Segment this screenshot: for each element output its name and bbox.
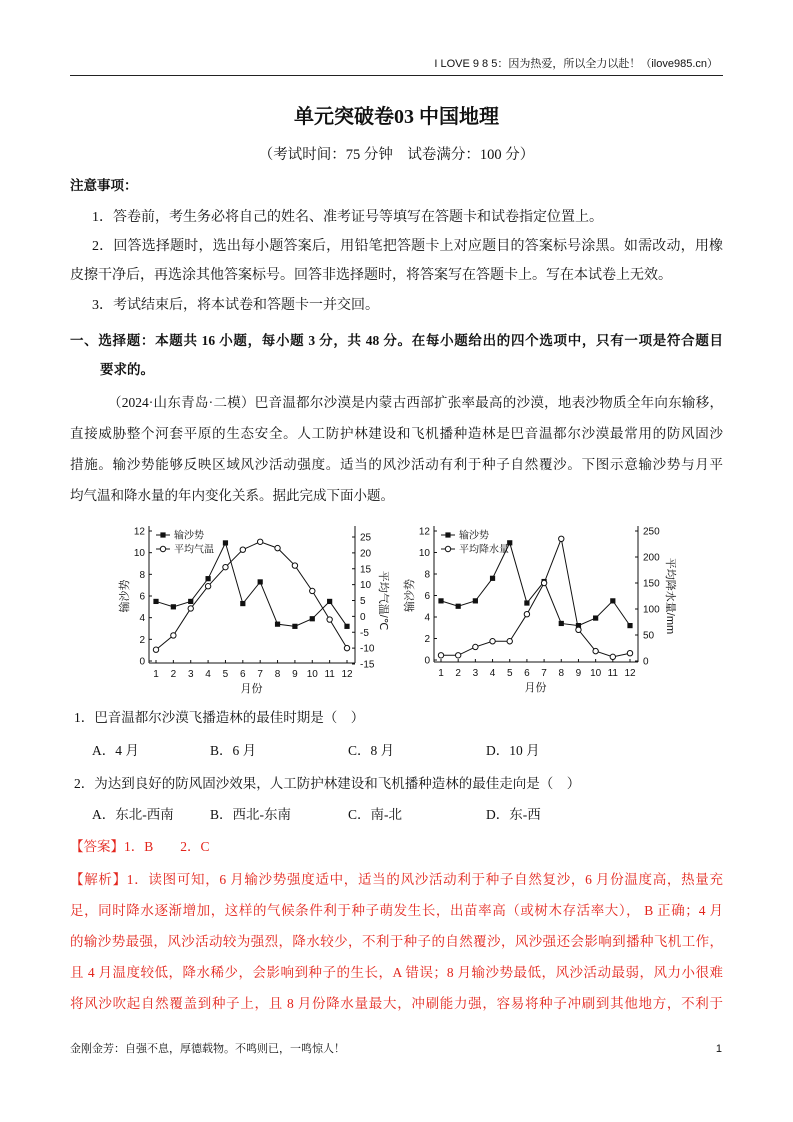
x-tick-label: 8	[558, 668, 565, 679]
y-axis-title-left: 输沙势	[404, 579, 416, 612]
x-tick-label: 4	[205, 669, 211, 680]
legend-circle-icon	[160, 546, 165, 551]
x-tick-label: 11	[607, 668, 619, 679]
passage-line-3: 措施。输沙势能够反映区域风沙活动强度。适当的风沙活动有利于种子自然覆沙。下图示意输沙势与月平	[70, 457, 723, 472]
y-tick-label-right: 5	[360, 596, 366, 607]
right-axis-point	[473, 644, 478, 649]
y-tick-label-right: 0	[643, 656, 649, 668]
sand-transport-point	[292, 624, 297, 629]
legend-square-icon	[160, 532, 165, 537]
analysis-line-5: 将风沙吹起自然覆盖到种子上，且 8 月份降水量最大，冲刷能力强，容易将种子冲刷到其他地方，不利于	[70, 996, 723, 1011]
x-tick-label: 1	[153, 669, 159, 680]
legend-square-icon	[445, 532, 450, 537]
y-tick-label-left: 12	[418, 526, 430, 538]
right-axis-point	[455, 653, 460, 658]
notice-item-3: 3．考试结束后，将本试卷和答题卡一并交回。	[92, 298, 379, 313]
y-tick-label-left: 8	[139, 569, 145, 581]
x-tick-label: 3	[472, 668, 479, 679]
y-tick-label-right: 0	[360, 611, 366, 623]
y-tick-label-right: 15	[360, 564, 372, 576]
sand-transport-temperature-chart	[110, 520, 395, 700]
exam-info: （考试时间：75 分钟 试卷满分：100 分）	[258, 147, 535, 163]
sand-transport-point	[188, 599, 193, 604]
passage-line-1: （2024·山东青岛·二模）巴音温都尔沙漠是内蒙古西部扩张率最高的沙漠，地表沙物质全年向东输移，	[108, 395, 723, 410]
y-tick-label-left: 2	[139, 634, 145, 646]
right-axis-point	[507, 639, 512, 644]
sand-transport-precipitation-chart	[398, 520, 683, 700]
x-tick-label: 12	[624, 668, 636, 679]
question-1-option-b: B．6 月	[210, 743, 257, 758]
x-tick-label: 1	[438, 668, 444, 679]
y-tick-label-right: -5	[360, 627, 369, 639]
question-1-stem: 1．巴音温都尔沙漠飞播造林的最佳时期是（ ）	[74, 710, 365, 725]
y-tick-label-left: 0	[139, 656, 145, 668]
y-tick-label-right: 200	[643, 552, 660, 564]
analysis-line-2: 足，同时降水逐渐增加，这样的气候条件利于种子萌发生长，出苗率高（或树木存活率大）， B 正确；4 月	[70, 903, 723, 918]
right-axis-point	[610, 654, 615, 659]
y-tick-label-left: 10	[133, 548, 145, 560]
right-axis-point	[240, 547, 245, 552]
legend-label-right-series: 平均降水量	[459, 544, 509, 556]
right-axis-point	[593, 648, 598, 653]
passage-line-4: 均气温和降水量的年内变化关系。据此完成下面小题。	[70, 488, 394, 503]
sand-transport-point	[153, 599, 158, 604]
right-axis-point	[292, 563, 297, 568]
y-tick-label-left: 0	[424, 655, 430, 667]
x-tick-label: 5	[506, 668, 513, 679]
question-2-option-a: A．东北-西南	[92, 807, 174, 822]
question-1-option-c: C．8 月	[348, 743, 395, 758]
notice-item-2-line-2: 皮擦干净后，再选涂其他答案标号。回答非选择题时，将答案写在答题卡上。写在本试卷上无效。	[70, 268, 672, 283]
x-tick-label: 6	[524, 668, 530, 679]
question-2-option-d: D．东-西	[486, 807, 541, 822]
sand-transport-point	[490, 576, 495, 581]
x-tick-label: 9	[292, 669, 298, 680]
x-tick-label: 11	[324, 669, 335, 680]
footer-motto: 金刚金芳：自强不息，厚德载物。不鸣则已，一鸣惊人！	[70, 1043, 345, 1055]
y-tick-label-right: 25	[360, 532, 372, 544]
right-axis-point	[275, 545, 280, 550]
sand-transport-point	[171, 604, 176, 609]
y-axis-title-right: 平均降水量/mm	[664, 557, 676, 635]
sand-transport-point	[593, 615, 598, 620]
sand-transport-point	[223, 540, 228, 545]
sand-transport-point	[610, 598, 615, 603]
sand-transport-point	[438, 598, 443, 603]
analysis-line-4: 且 4 月温度较低，降水稀少，会影响到种子的生长，A 错误；8 月输沙势最低，风沙活动最弱，风力小很难	[70, 965, 723, 980]
x-axis-title: 月份	[240, 683, 263, 695]
y-tick-label-right: 150	[643, 578, 660, 590]
y-axis-title-right: 平均气温/℃	[377, 570, 389, 631]
question-2-stem: 2．为达到良好的防风固沙效果，人工防护林建设和飞机播种造林的最佳走向是（ ）	[74, 776, 581, 791]
right-axis-point	[188, 606, 193, 611]
answer-line: 【答案】1．B 2．C	[70, 839, 210, 854]
sand-transport-point	[275, 622, 280, 627]
question-1-option-a: A．4 月	[92, 743, 139, 758]
x-tick-label: 10	[306, 669, 318, 680]
y-tick-label-right: 250	[643, 526, 660, 538]
legend-label-right-series: 平均气温	[174, 544, 214, 556]
right-axis-point	[490, 639, 495, 644]
x-tick-label: 7	[257, 669, 263, 680]
x-tick-label: 2	[170, 669, 177, 680]
right-axis-point	[627, 651, 632, 656]
right-axis-point	[327, 617, 332, 622]
y-tick-label-right: 100	[643, 604, 660, 616]
right-axis-point	[541, 580, 546, 585]
sand-transport-point	[310, 616, 315, 621]
right-axis-point	[223, 564, 228, 569]
y-axis-title-left: 输沙势	[119, 579, 131, 613]
question-2-option-b: B．西北-东南	[210, 807, 291, 822]
sand-transport-point	[327, 599, 332, 604]
y-tick-label-left: 6	[424, 591, 430, 602]
y-tick-label-right: -15	[360, 659, 375, 671]
y-tick-label-right: -10	[360, 643, 375, 655]
right-axis-point	[576, 627, 581, 632]
x-tick-label: 7	[541, 668, 547, 679]
notice-item-2-line-1: 2．回答选择题时，选出每小题答案后，用铅笔把答题卡上对应题目的答案标号涂黑。如需改动，用橡	[92, 239, 723, 254]
page-number: 1	[715, 1043, 722, 1055]
y-tick-label-left: 6	[139, 591, 145, 603]
legend-label-sand-transport: 输沙势	[459, 530, 489, 542]
x-tick-label: 12	[341, 669, 353, 680]
right-axis-point	[559, 536, 564, 541]
right-axis-point	[310, 588, 315, 593]
right-axis-point	[344, 645, 349, 650]
question-2-option-c: C．南-北	[348, 807, 402, 822]
series-line-right-axis	[156, 542, 347, 650]
notice-item-1: 1．答卷前，考生务必将自己的姓名、准考证号等填写在答题卡和试卷指定位置上。	[92, 210, 603, 225]
x-tick-label: 8	[274, 669, 281, 680]
section-heading-line-2: 要求的。	[100, 362, 154, 377]
y-tick-label-left: 12	[133, 526, 145, 538]
sand-transport-point	[473, 598, 478, 603]
right-axis-point	[438, 653, 443, 658]
right-axis-point	[153, 647, 158, 652]
y-tick-label-right: 10	[360, 580, 372, 592]
legend-label-sand-transport: 输沙势	[174, 530, 204, 542]
sand-transport-point	[524, 600, 529, 605]
question-1-option-d: D．10 月	[486, 743, 540, 758]
header-slogan: I LOVE 9 8 5：因为热爱，所以全力以赴！（ilove985.cn）	[434, 58, 718, 70]
legend-circle-icon	[445, 546, 450, 551]
right-axis-point	[257, 539, 262, 544]
analysis-line-1: 【解析】1．读图可知，6 月输沙势强度适中，适当的风沙活动利于种子自然复沙，6 月份温度高，热量充	[70, 872, 723, 887]
page-title: 单元突破卷03 中国地理	[294, 106, 499, 128]
x-tick-label: 9	[575, 668, 582, 679]
header-divider	[70, 75, 723, 76]
y-tick-label-left: 10	[418, 548, 430, 559]
sand-transport-point	[627, 623, 632, 628]
right-axis-point	[171, 633, 176, 638]
x-tick-label: 6	[240, 669, 246, 680]
sand-transport-point	[344, 624, 349, 629]
y-tick-label-left: 2	[424, 634, 430, 645]
y-tick-label-right: 20	[360, 548, 372, 560]
sand-transport-point	[240, 601, 245, 606]
analysis-line-3: 的输沙势最强，风沙活动较为强烈，降水较少，不利于种子的自然覆沙，风沙强还会影响到播种飞机工作，	[70, 934, 723, 949]
sand-transport-point	[559, 621, 564, 626]
section-heading-line-1: 一、选择题：本题共 16 小题，每小题 3 分，共 48 分。在每小题给出的四个选项中，只有一项是符合题目	[70, 333, 723, 348]
right-axis-point	[524, 612, 529, 617]
y-tick-label-left: 4	[139, 613, 145, 625]
x-tick-label: 10	[590, 668, 602, 679]
y-tick-label-left: 4	[424, 612, 430, 624]
sand-transport-point	[258, 579, 263, 584]
right-axis-point	[205, 584, 210, 589]
x-tick-label: 3	[187, 669, 194, 680]
y-tick-label-right: 50	[643, 630, 655, 642]
x-axis-title: 月份	[524, 682, 547, 694]
sand-transport-point	[456, 604, 461, 609]
y-tick-label-left: 8	[424, 569, 430, 581]
sand-transport-point	[205, 576, 210, 581]
x-tick-label: 5	[222, 669, 229, 680]
passage-line-2: 直接威胁整个河套平原的生态安全。人工防护林建设和飞机播种造林是巴音温都尔沙漠最常用的防风固沙	[70, 426, 723, 441]
notice-heading: 注意事项：	[70, 178, 138, 193]
series-line-right-axis	[441, 539, 630, 657]
x-tick-label: 2	[455, 668, 461, 679]
x-tick-label: 4	[489, 668, 496, 679]
